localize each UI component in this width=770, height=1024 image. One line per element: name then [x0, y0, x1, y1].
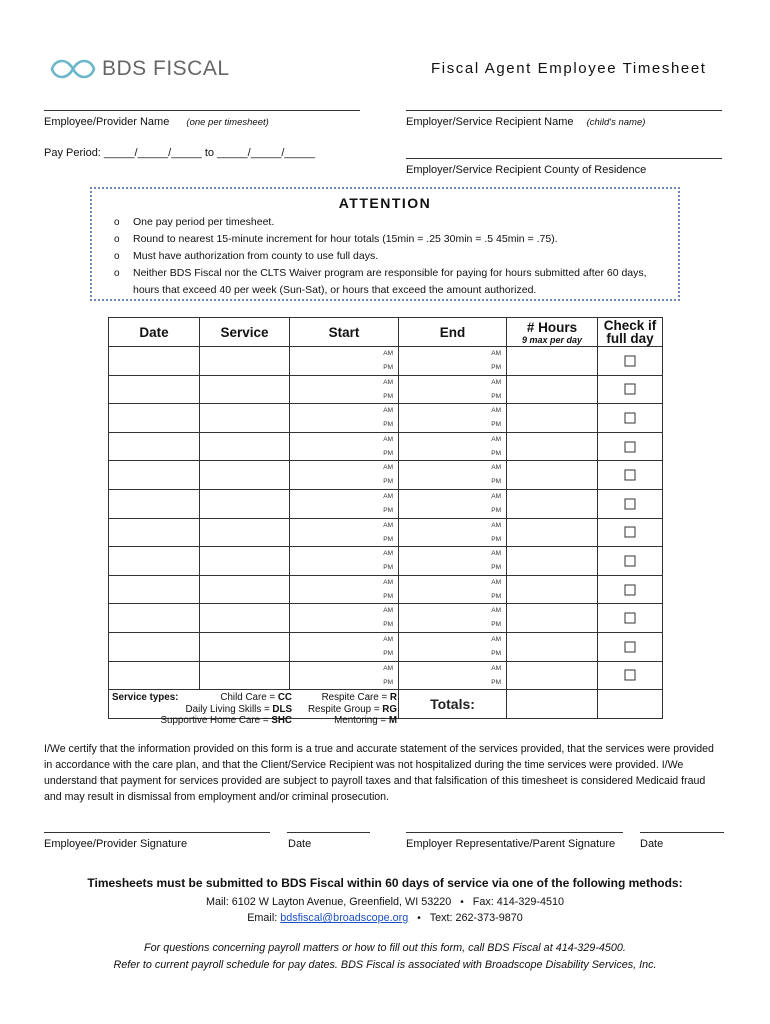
full-day-checkbox[interactable]: [625, 584, 636, 595]
start-cell[interactable]: [290, 432, 399, 461]
start-cell[interactable]: [290, 632, 399, 661]
fax-number: Fax: 414-329-4510: [472, 896, 565, 908]
am-label: AM: [383, 635, 393, 643]
attention-item: o Neither BDS Fiscal nor the CLTS Waiver program are responsible for paying for hours submitted after 60 days, hours that exceed 40 per week (Sun-Sat), or hours that exceed the amount authorized.: [114, 267, 647, 296]
service-cell[interactable]: [200, 404, 290, 433]
start-cell[interactable]: [290, 404, 399, 433]
full-day-cell[interactable]: [598, 547, 663, 576]
end-cell[interactable]: [399, 347, 507, 376]
date-cell[interactable]: [109, 489, 200, 518]
am-label: AM: [491, 578, 501, 586]
start-cell[interactable]: [290, 347, 399, 376]
service-cell[interactable]: [200, 547, 290, 576]
pm-label: PM: [491, 535, 501, 543]
hours-cell[interactable]: [507, 604, 598, 633]
full-day-cell[interactable]: [598, 347, 663, 376]
county-line[interactable]: [406, 158, 722, 159]
col-header-end: End: [399, 318, 507, 347]
am-label: AM: [383, 578, 393, 586]
employer-date-line[interactable]: [640, 832, 724, 833]
separator-dot: •: [417, 913, 421, 924]
table-row: [109, 547, 663, 576]
totals-hours-cell[interactable]: [507, 690, 598, 719]
service-cell[interactable]: [200, 661, 290, 690]
full-day-checkbox[interactable]: [625, 613, 636, 624]
end-cell[interactable]: [399, 489, 507, 518]
text-number: Text: 262-373-9870: [429, 912, 523, 924]
pm-label: PM: [491, 592, 501, 600]
table-row: [109, 375, 663, 404]
am-label: AM: [383, 407, 393, 415]
start-cell[interactable]: [290, 461, 399, 490]
service-type-item: Daily Living Skills = DLS: [185, 703, 292, 715]
col-header-service: Service: [200, 318, 290, 347]
hours-cell[interactable]: [507, 461, 598, 490]
attention-item: o One pay period per timesheet.: [114, 216, 275, 228]
pm-label: PM: [491, 564, 501, 572]
totals-label: Totals:: [399, 690, 507, 719]
start-cell[interactable]: [290, 547, 399, 576]
pm-label: PM: [383, 392, 393, 400]
contact-line-mail: [0, 896, 770, 908]
table-row: [109, 661, 663, 690]
employee-name-note: (one per timesheet): [186, 117, 269, 128]
pm-label: PM: [383, 364, 393, 371]
service-type-item: Supportive Home Care = SHC: [160, 715, 292, 727]
am-label: AM: [491, 607, 501, 615]
table-row: [109, 604, 663, 633]
full-day-cell[interactable]: [598, 575, 663, 604]
full-day-checkbox[interactable]: [625, 527, 636, 538]
table-row: [109, 489, 663, 518]
employer-name-line[interactable]: [406, 110, 722, 111]
am-label: AM: [383, 464, 393, 472]
am-label: AM: [491, 378, 501, 386]
hours-cell[interactable]: [507, 404, 598, 433]
timesheet-table: [108, 317, 663, 727]
pm-label: PM: [383, 592, 393, 600]
employer-signature-line[interactable]: [406, 832, 623, 833]
end-cell[interactable]: [399, 661, 507, 690]
col-header-start: Start: [290, 318, 399, 347]
am-label: AM: [491, 435, 501, 443]
start-cell[interactable]: [290, 661, 399, 690]
full-day-cell[interactable]: [598, 604, 663, 633]
attention-title: ATTENTION: [338, 195, 432, 211]
pm-label: PM: [383, 506, 393, 514]
pm-label: PM: [383, 621, 393, 629]
full-day-checkbox[interactable]: [625, 470, 636, 481]
service-cell[interactable]: [200, 489, 290, 518]
pm-label: PM: [491, 449, 501, 457]
table-row: [109, 404, 663, 433]
am-label: AM: [491, 492, 501, 500]
full-day-checkbox[interactable]: [625, 641, 636, 652]
end-cell[interactable]: [399, 604, 507, 633]
end-cell[interactable]: [399, 575, 507, 604]
full-day-cell[interactable]: [598, 432, 663, 461]
am-label: AM: [383, 664, 393, 672]
hours-cell[interactable]: [507, 661, 598, 690]
am-label: AM: [491, 521, 501, 529]
col-header-full-day: Check if full day: [598, 318, 663, 347]
mail-address: Mail: 6102 W Layton Avenue, Greenfield, WI 53220: [205, 896, 452, 908]
start-cell[interactable]: [290, 489, 399, 518]
am-label: AM: [491, 635, 501, 643]
service-cell[interactable]: [200, 432, 290, 461]
pm-label: PM: [491, 678, 501, 686]
service-type-item: Mentoring = M: [334, 715, 397, 727]
date-cell[interactable]: [109, 347, 200, 376]
pm-label: PM: [383, 678, 393, 686]
full-day-cell[interactable]: [598, 661, 663, 690]
service-cell[interactable]: [200, 461, 290, 490]
employer-name-label: Employer/Service Recipient Name (child's name): [406, 116, 646, 128]
hours-cell[interactable]: [507, 432, 598, 461]
hours-cell[interactable]: [507, 518, 598, 547]
footer-schedule: Refer to current payroll schedule for pay dates. BDS Fiscal is associated with Broadscope Disability Services, Inc.: [113, 959, 657, 971]
full-day-checkbox[interactable]: [625, 441, 636, 452]
col-header-date: Date: [109, 318, 200, 347]
attention-box: [90, 187, 680, 301]
end-cell[interactable]: [399, 375, 507, 404]
full-day-cell[interactable]: [598, 404, 663, 433]
full-day-checkbox[interactable]: [625, 412, 636, 423]
full-day-cell[interactable]: [598, 375, 663, 404]
am-label: AM: [383, 435, 393, 443]
full-day-cell[interactable]: [598, 518, 663, 547]
separator-dot: •: [460, 897, 464, 908]
am-label: AM: [491, 407, 501, 415]
end-cell[interactable]: [399, 432, 507, 461]
end-cell[interactable]: [399, 518, 507, 547]
full-day-cell[interactable]: [598, 632, 663, 661]
pm-label: PM: [491, 392, 501, 400]
am-label: AM: [491, 350, 501, 357]
date-cell[interactable]: [109, 461, 200, 490]
date-cell[interactable]: [109, 432, 200, 461]
full-day-checkbox[interactable]: [625, 670, 636, 681]
pm-label: PM: [383, 564, 393, 572]
service-cell[interactable]: [200, 604, 290, 633]
table-row: [109, 432, 663, 461]
service-type-item: Respite Care = R: [321, 692, 397, 704]
full-day-checkbox[interactable]: [625, 355, 636, 366]
am-label: AM: [383, 378, 393, 386]
hours-cell[interactable]: [507, 547, 598, 576]
am-label: AM: [491, 464, 501, 472]
service-cell[interactable]: [200, 347, 290, 376]
date-cell[interactable]: [109, 375, 200, 404]
service-cell[interactable]: [200, 632, 290, 661]
service-cell[interactable]: [200, 375, 290, 404]
employee-date-line[interactable]: [287, 832, 370, 833]
am-label: AM: [383, 350, 393, 357]
service-type-item: Child Care = CC: [220, 692, 292, 704]
pm-label: PM: [491, 421, 501, 429]
pm-label: PM: [491, 621, 501, 629]
date-cell[interactable]: [109, 632, 200, 661]
date-cell[interactable]: [109, 404, 200, 433]
service-types-legend: [109, 690, 399, 727]
am-label: AM: [383, 607, 393, 615]
col-header-hours: # Hours 9 max per day: [507, 318, 598, 347]
service-cell[interactable]: [200, 575, 290, 604]
full-day-cell[interactable]: [598, 461, 663, 490]
pm-label: PM: [383, 535, 393, 543]
start-cell[interactable]: [290, 375, 399, 404]
service-cell[interactable]: [200, 518, 290, 547]
brand-name: BDS FISCAL: [102, 57, 230, 80]
full-day-checkbox[interactable]: [625, 384, 636, 395]
hours-cell[interactable]: [507, 575, 598, 604]
end-cell[interactable]: [399, 632, 507, 661]
start-cell[interactable]: [290, 575, 399, 604]
table-row: [109, 461, 663, 490]
attention-item: o Round to nearest 15-minute increment for hour totals (15min = .25 30min = .5 45min = .75).: [114, 233, 558, 245]
am-label: AM: [491, 550, 501, 558]
date-cell[interactable]: [109, 518, 200, 547]
pm-label: PM: [383, 421, 393, 429]
pm-label: PM: [383, 649, 393, 657]
hours-cell[interactable]: [507, 489, 598, 518]
attention-list: [114, 214, 670, 299]
infinity-logo-icon: [50, 57, 96, 81]
pay-period-field[interactable]: Pay Period: _____/_____/_____ to _____/_____/_____: [44, 147, 315, 159]
am-label: AM: [491, 664, 501, 672]
date-cell[interactable]: [109, 661, 200, 690]
employee-name-line[interactable]: [44, 110, 360, 111]
end-cell[interactable]: [399, 461, 507, 490]
employer-name-note: (child's name): [586, 117, 646, 128]
am-label: AM: [383, 521, 393, 529]
table-row: [109, 575, 663, 604]
start-cell[interactable]: [290, 604, 399, 633]
hours-cell[interactable]: [507, 375, 598, 404]
date-cell[interactable]: [109, 547, 200, 576]
pm-label: PM: [491, 506, 501, 514]
end-cell[interactable]: [399, 404, 507, 433]
employee-signature-label: Employee/Provider Signature: [44, 838, 188, 850]
hours-cell[interactable]: [507, 347, 598, 376]
service-types-label: Service types:: [112, 692, 179, 704]
full-day-cell[interactable]: [598, 489, 663, 518]
employee-date-label: Date: [288, 838, 312, 850]
am-label: AM: [383, 492, 393, 500]
end-cell[interactable]: [399, 547, 507, 576]
date-cell[interactable]: [109, 575, 200, 604]
pm-label: PM: [491, 364, 501, 371]
pm-label: PM: [383, 449, 393, 457]
table-row: [109, 518, 663, 547]
full-day-checkbox[interactable]: [625, 498, 636, 509]
footer-questions: For questions concerning payroll matters or how to fill out this form, call BDS Fiscal at 414-329-4500.: [144, 942, 626, 954]
employer-signature-label: Employer Representative/Parent Signature: [406, 838, 616, 850]
page-title: Fiscal Agent Employee Timesheet: [431, 60, 707, 77]
county-label: Employer/Service Recipient County of Residence: [406, 164, 647, 176]
submission-heading: Timesheets must be submitted to BDS Fiscal within 60 days of service via one of the following methods:: [87, 876, 683, 890]
employee-signature-line[interactable]: [44, 832, 270, 833]
pm-label: PM: [383, 478, 393, 486]
pm-label: PM: [491, 478, 501, 486]
start-cell[interactable]: [290, 518, 399, 547]
certification-text: I/We certify that the information provided on this form is a true and accurate statement of the services provided, that the services were provided in accordance with the care plan, and that the Client/Service Recipient was not hospitalized during the time services were provided. I/We understand that payment for services provided are subject to payroll taxes and that falsification of this timesheet is considered Medicaid fraud and may result in dismissal from employment and/or criminal prosecution.: [44, 743, 714, 803]
pm-label: PM: [491, 649, 501, 657]
full-day-checkbox[interactable]: [625, 555, 636, 566]
brand-logo: [50, 54, 230, 84]
totals-empty-cell: [598, 690, 663, 719]
table-row: [109, 347, 663, 376]
hours-cell[interactable]: [507, 632, 598, 661]
table-row: [109, 632, 663, 661]
attention-item: o Must have authorization from county to use full days.: [114, 250, 379, 262]
contact-line-email: Email: bdsfiscal@broadscope.org • Text: 262-373-9870: [247, 912, 523, 924]
date-cell[interactable]: [109, 604, 200, 633]
employer-date-label: Date: [640, 838, 664, 850]
email-link[interactable]: bdsfiscal@broadscope.org: [280, 912, 409, 924]
service-type-item: Respite Group = RG: [307, 703, 397, 715]
am-label: AM: [383, 550, 393, 558]
hours-subtitle: 9 max per day: [521, 334, 583, 345]
employee-name-label: Employee/Provider Name (one per timesheet): [44, 116, 269, 128]
